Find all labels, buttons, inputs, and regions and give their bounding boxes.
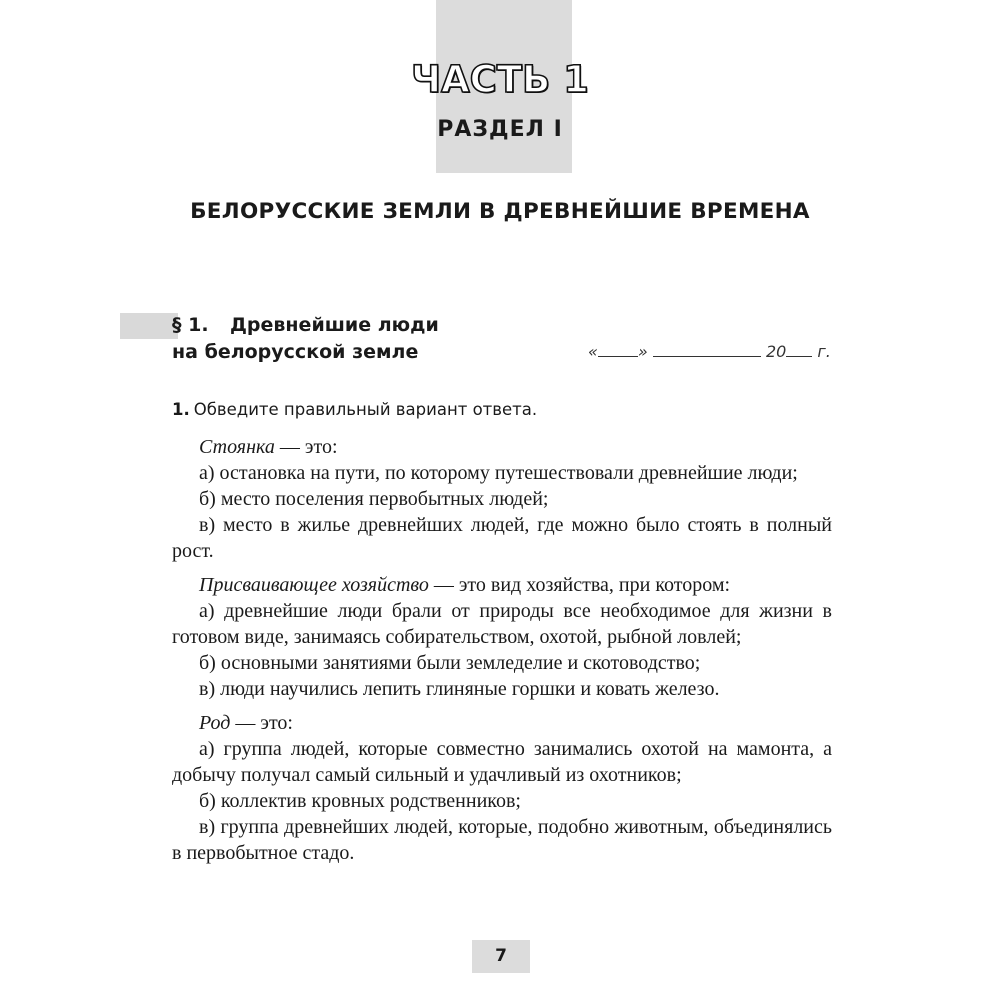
part-title: ЧАСТЬ 1 bbox=[411, 58, 589, 101]
chapter-title: БЕЛОРУССКИЕ ЗЕМЛИ В ДРЕВНЕЙШИЕ ВРЕМЕНА bbox=[190, 199, 810, 224]
answer-option[interactable]: в) люди научились лепить глиняные горшки и ковать железо. bbox=[199, 678, 720, 700]
paragraph-title-line2: на белорусской земле bbox=[172, 341, 419, 363]
questions-block bbox=[172, 434, 832, 874]
task-instruction bbox=[172, 400, 537, 419]
paragraph-title-line1: Древнейшие люди bbox=[230, 314, 439, 336]
page-number: 7 bbox=[472, 940, 530, 973]
question-term: Стоянка bbox=[199, 436, 275, 458]
question-term: Род bbox=[199, 712, 231, 734]
question-term: Присваивающее хозяйство bbox=[199, 574, 429, 596]
date-year-blank[interactable] bbox=[786, 341, 812, 357]
question: Стоянка — это: а) остановка на пути, по которому путешествовали древнейшие люди; б) место поселения первобытных людей; в) место в жилье древнейших людей, где можно было стоять в полный рост. bbox=[172, 436, 832, 562]
answer-option[interactable]: а) группа людей, которые совместно занимались охотой на мамонта, а добычу получал самый сильный и удачливый из охотников; bbox=[172, 738, 832, 786]
date-month-blank[interactable] bbox=[653, 341, 761, 357]
paragraph-number: § 1. bbox=[172, 314, 209, 336]
paragraph-number-band bbox=[120, 313, 178, 339]
date-field: « » 20 г. bbox=[588, 342, 831, 361]
date-day-blank[interactable] bbox=[598, 341, 638, 357]
answer-option[interactable]: в) место в жилье древнейших людей, где можно было стоять в полный рост. bbox=[172, 514, 832, 562]
paragraph-heading bbox=[172, 312, 439, 366]
answer-option[interactable]: а) остановка на пути, по которому путешествовали древнейшие люди; bbox=[199, 462, 798, 484]
answer-option[interactable]: а) древнейшие люди брали от природы все необходимое для жизни в готовом виде, занимаясь собирательством, охотой, рыбной ловлей; bbox=[172, 600, 832, 648]
question: Род — это: а) группа людей, которые совместно занимались охотой на мамонта, а добычу получал самый сильный и удачливый из охотников; б) коллектив кровных родственников; в) группа древнейших людей, которые, подобно животным, объединялись в первобытное стадо. bbox=[172, 712, 832, 864]
section-title: РАЗДЕЛ I bbox=[437, 117, 563, 142]
answer-option[interactable]: б) коллектив кровных родственников; bbox=[199, 790, 521, 812]
task-number: 1. bbox=[172, 400, 190, 419]
task-text: Обведите правильный вариант ответа. bbox=[193, 400, 538, 419]
answer-option[interactable]: б) место поселения первобытных людей; bbox=[199, 488, 549, 510]
answer-option[interactable]: в) группа древнейших людей, которые, подобно животным, объединялись в первобытное стадо. bbox=[172, 816, 832, 864]
question: Присваивающее хозяйство — это вид хозяйства, при котором: а) древнейшие люди брали от природы все необходимое для жизни в готовом виде, занимаясь собирательством, охотой, рыбной ловлей; б) основными занятиями были земледелие и скотоводство; в) люди научились лепить глиняные горшки и ковать железо. bbox=[172, 574, 832, 700]
answer-option[interactable]: б) основными занятиями были земледелие и скотоводство; bbox=[199, 652, 701, 674]
